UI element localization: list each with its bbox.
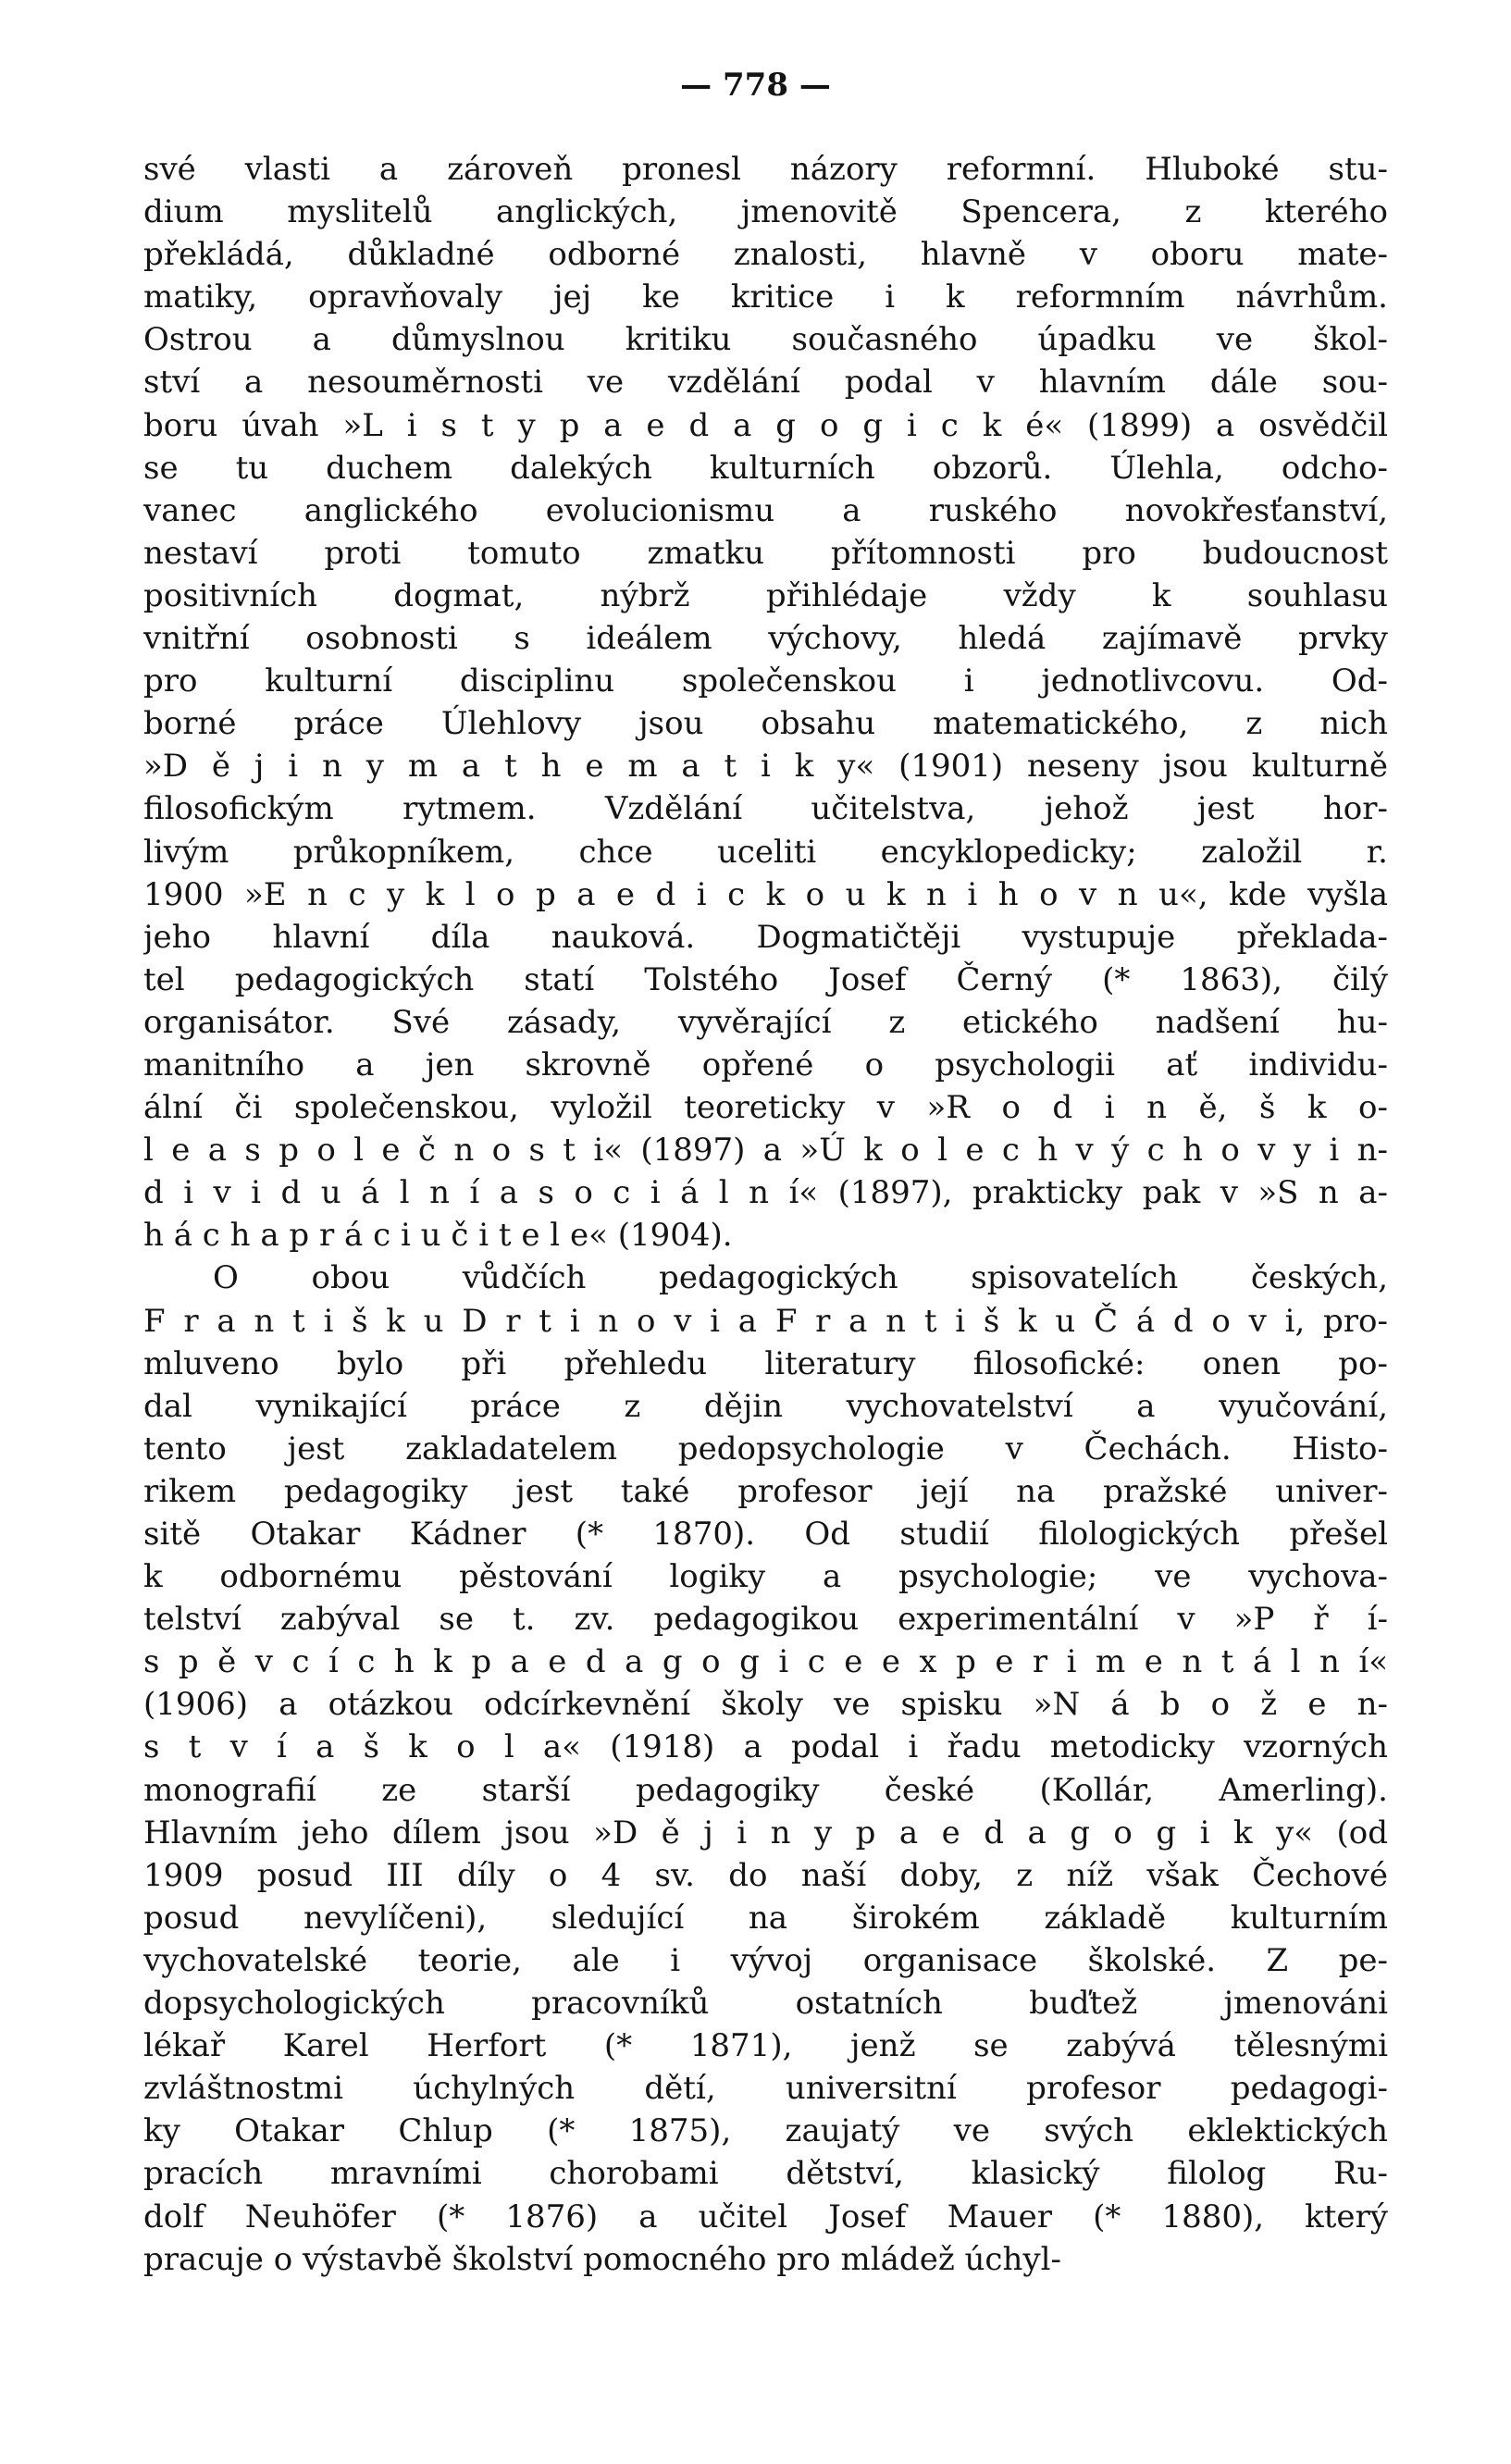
text-line: tento jest zakladatelem pedopsychologie v Čechách. Histo- — [143, 1430, 1388, 1467]
text-line: sitě Otakar Kádner (* 1870). Od studií filologických přešel — [143, 1516, 1388, 1553]
text-line: boru úvah »L i s t y p a e d a g o g i c k é« (1899) a osvědčil — [143, 406, 1388, 444]
text-line: filosofickým rytmem. Vzdělání učitelstva, jehož jest hor- — [143, 790, 1388, 828]
text-line: s p ě v c í c h k p a e d a g o g i c e e x p e r i m e n t á l n í« — [143, 1643, 1388, 1681]
text-line: O obou vůdčích pedagogických spisovatelích českých, — [213, 1259, 1388, 1297]
text-line: livým průkopníkem, chce uceliti encyklopedicky; založil r. — [143, 833, 1388, 871]
text-line: borné práce Úlehlovy jsou obsahu matematického, z nich — [143, 705, 1388, 743]
text-line: vanec anglického evolucionismu a ruského novokřesťanství, — [143, 491, 1388, 529]
text-line: nestaví proti tomuto zmatku přítomnosti pro budoucnost — [143, 534, 1388, 572]
text-line: matiky, opravňovaly jej ke kritice i k reformním návrhům. — [143, 279, 1388, 316]
text-line: (1906) a otázkou odcírkevnění školy ve spisku »N á b o ž e n- — [143, 1686, 1388, 1724]
text-line: 1900 »E n c y k l o p a e d i c k o u k n i h o v n u«, kde vyšla — [143, 875, 1388, 913]
text-line: l e a s p o l e č n o s t i« (1897) a »Ú k o l e c h v ý c h o v y i n- — [143, 1132, 1388, 1170]
text-line: zvláštnostmi úchylných dětí, universitní profesor pedagogi- — [143, 2070, 1388, 2108]
text-line: tel pedagogických statí Tolstého Josef Černý (* 1863), čilý — [143, 960, 1388, 998]
text-line: lékař Karel Herfort (* 1871), jenž se zabývá tělesnými — [143, 2027, 1388, 2065]
text-line: rikem pedagogiky jest také profesor její na pražské univer- — [143, 1472, 1388, 1510]
text-line: positivních dogmat, nýbrž přihlédaje vždy k souhlasu — [143, 576, 1388, 614]
text-line: k odbornému pěstování logiky a psychologie; ve vychova- — [143, 1558, 1388, 1596]
body-text — [143, 148, 1388, 2281]
text-line: F r a n t i š k u D r t i n o v i a F r a n t i š k u Č á d o v i, pro- — [143, 1302, 1388, 1340]
text-line: překládá, důkladné odborné znalosti, hlavně v oboru mate- — [143, 236, 1388, 274]
text-line: ství a nesouměrnosti ve vzdělání podal v hlavním dále sou- — [143, 364, 1388, 402]
text-line: pracuje o výstavbě školství pomocného pro mládež úchyl- — [143, 2240, 1061, 2278]
text-line: telství zabýval se t. zv. pedagogikou experimentální v »P ř í- — [143, 1601, 1388, 1639]
text-line: Hlavním jeho dílem jsou »D ě j i n y p a e d a g o g i k y« (od — [143, 1814, 1388, 1851]
text-line: ální či společenskou, vyložil teoreticky v »R o d i n ě, š k o- — [143, 1089, 1388, 1127]
text-line: posud nevylíčeni), sledující na širokém základě kulturním — [143, 1899, 1388, 1937]
text-line: h á c h a p r á c i u č i t e l e« (1904). — [143, 1217, 733, 1255]
text-line: vychovatelské teorie, ale i vývoj organisace školské. Z pe- — [143, 1941, 1388, 1979]
text-line: manitního a jen skrovně opřené o psychologii ať individu- — [143, 1046, 1388, 1083]
text-line: monografií ze starší pedagogiky české (Kollár, Amerling). — [143, 1771, 1388, 1809]
text-line: organisátor. Své zásady, vyvěrající z etického nadšení hu- — [143, 1003, 1388, 1041]
text-line: dolf Neuhöfer (* 1876) a učitel Josef Mauer (* 1880), který — [143, 2198, 1388, 2235]
page-number: — 778 — — [680, 67, 831, 104]
text-line: dopsychologických pracovníků ostatních buďtež jmenováni — [143, 1985, 1388, 2023]
text-line: dium myslitelů anglických, jmenovitě Spencera, z kterého — [143, 193, 1388, 231]
text-line: vnitřní osobnosti s ideálem výchovy, hledá zajímavě prvky — [143, 620, 1388, 658]
text-line: jeho hlavní díla nauková. Dogmatičtěji vystupuje překlada- — [143, 918, 1388, 956]
text-line: ky Otakar Chlup (* 1875), zaujatý ve svých eklektických — [143, 2112, 1388, 2150]
text-line: své vlasti a zároveň pronesl názory reformní. Hluboké stu- — [143, 151, 1388, 188]
text-line: Ostrou a důmyslnou kritiku současného úpadku ve škol- — [143, 321, 1388, 359]
text-line: s t v í a š k o l a« (1918) a podal i řadu metodicky vzorných — [143, 1728, 1388, 1766]
text-line: 1909 posud III díly o 4 sv. do naší doby, z níž však Čechové — [143, 1856, 1388, 1894]
text-line: d i v i d u á l n í a s o c i á l n í« (1897), prakticky pak v »S n a- — [143, 1174, 1388, 1212]
text-line: pracích mravními chorobami dětství, klasický filolog Ru- — [143, 2155, 1388, 2193]
text-line: mluveno bylo při přehledu literatury filosofické: onen po- — [143, 1344, 1388, 1382]
text-line: se tu duchem dalekých kulturních obzorů. Úlehla, odcho- — [143, 449, 1388, 487]
text-line: dal vynikající práce z dějin vychovatelství a vyučování, — [143, 1387, 1388, 1425]
text-line: pro kulturní disciplinu společenskou i jednotlivcovu. Od- — [143, 662, 1388, 700]
text-line: »D ě j i n y m a t h e m a t i k y« (1901) neseny jsou kulturně — [143, 748, 1388, 786]
